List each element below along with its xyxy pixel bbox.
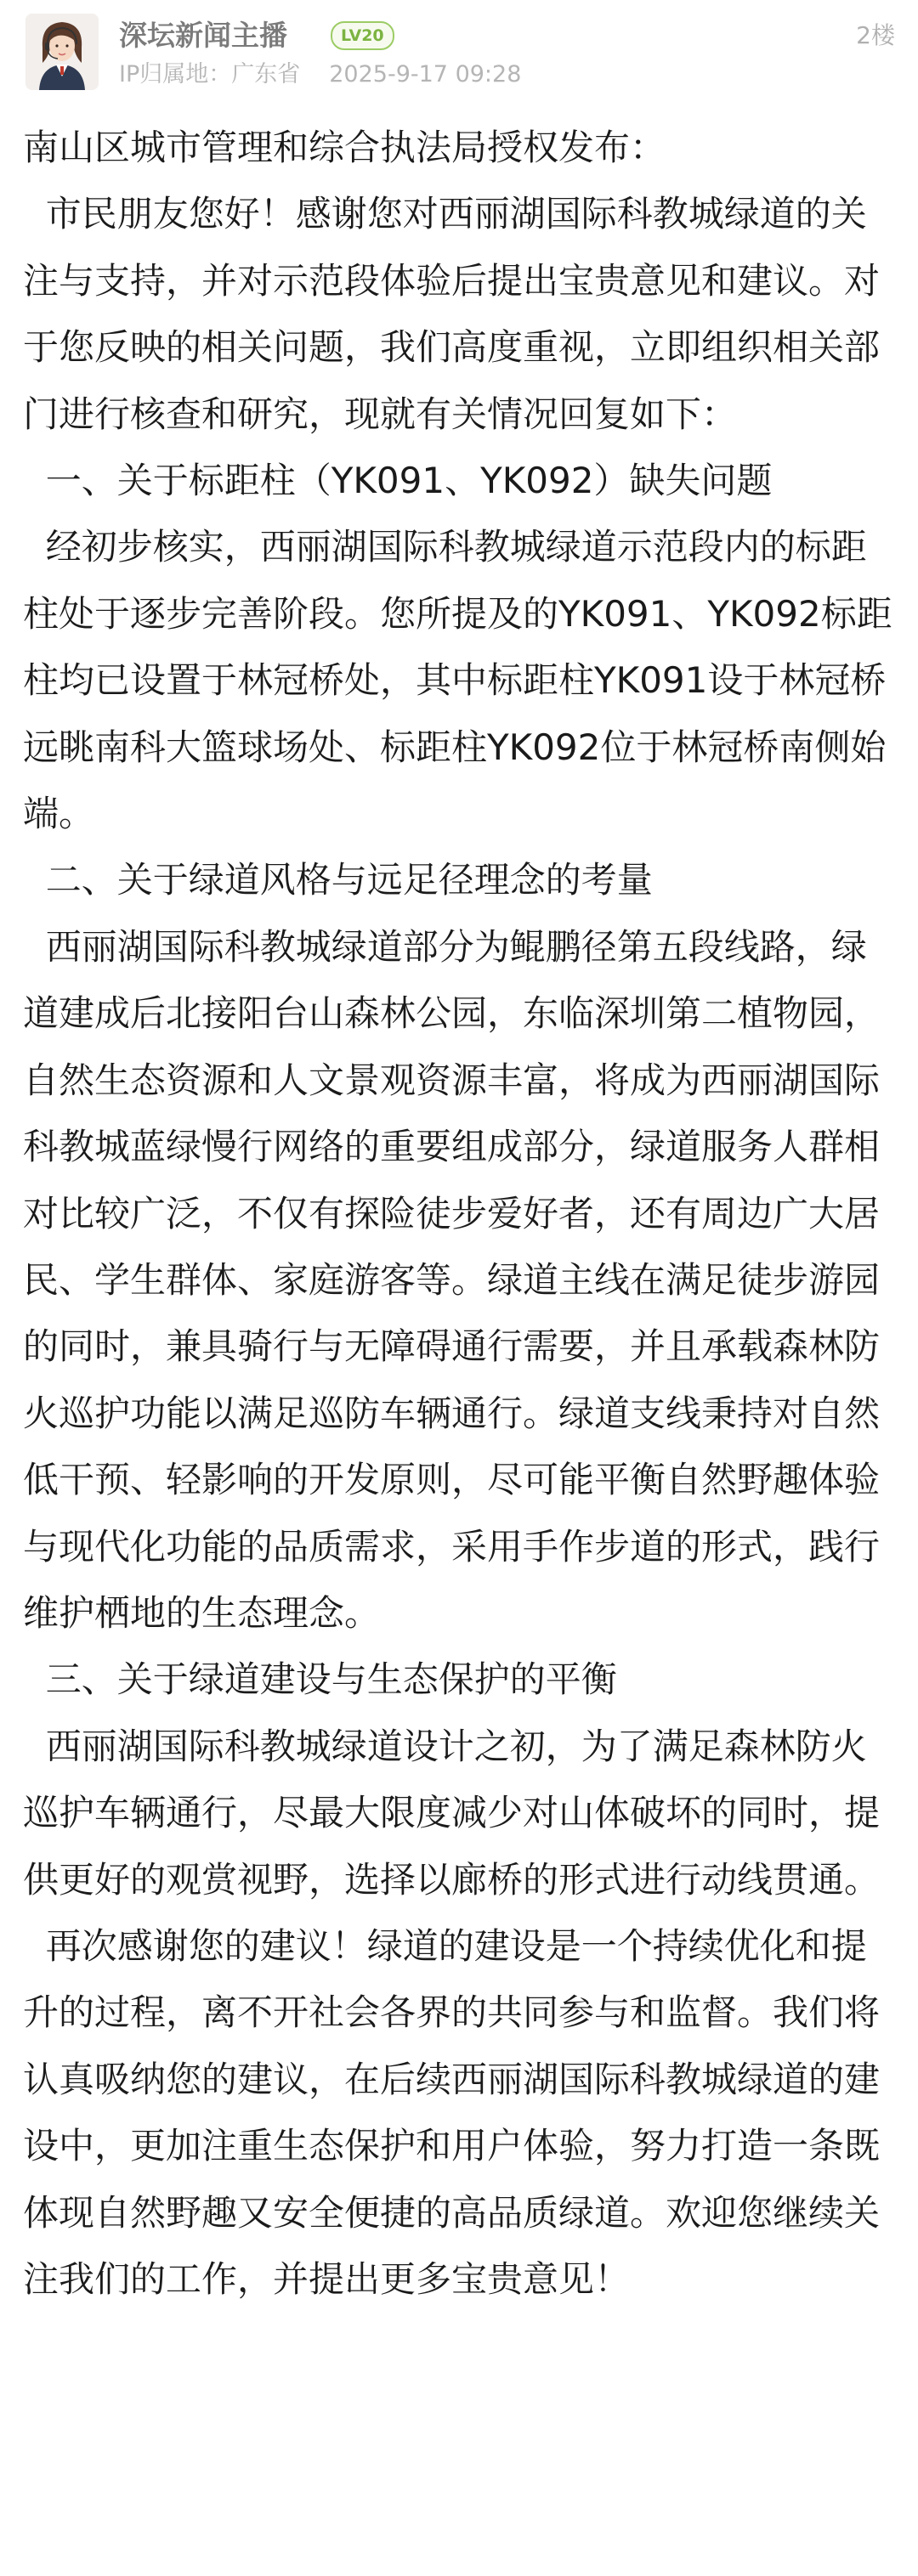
floor-label: 2楼 — [856, 21, 895, 49]
author-name[interactable]: 深坛新闻主播 — [119, 19, 287, 52]
section-body-2: 西丽湖国际科教城绿道部分为鲲鹏径第五段线路，绿道建成后北接阳台山森林公园，东临深圳第二植物园，自然生态资源和人文景观资源丰富，将成为西丽湖国际科教城蓝绿慢行网络的重要组成部分，绿道服务人群相对比较广泛，不仅有探险徒步爱好者，还有周边广大居民、学生群体、家庭游客等。绿道主线在满足徒步游园的同时，兼具骑行与无障碍通行需要，并且承载森林防火巡护功能以满足巡防车辆通行。绿道支线秉持对自然低干预、轻影响的开发原则，尽可能平衡自然野趣体验与现代化功能的品质需求，采用手作步道的形式，践行维护栖地的生态理念。 — [23, 925, 881, 1634]
post-meta — [119, 59, 521, 90]
ip-location: 广东省 — [231, 61, 301, 88]
ip-location-label: IP归属地： — [119, 61, 232, 88]
section-heading-2: 二、关于绿道风格与远足径理念的考量 — [23, 859, 653, 901]
news-anchor-avatar-icon — [26, 14, 99, 90]
post-datetime: 2025-9-17 09:28 — [329, 61, 522, 88]
closing-paragraph: 再次感谢您的建议！绿道的建设是一个持续优化和提升的过程，离不开社会各界的共同参与和监督。我们将认真吸纳您的建议，在后续西丽湖国际科教城绿道的建设中，更加注重生态保护和用户体验，努力打造一条既体现自然野趣又安全便捷的高品质绿道。欢迎您继续关注我们的工作，并提出更多宝贵意见！ — [23, 1924, 881, 2300]
avatar[interactable] — [26, 14, 99, 90]
notice-header: 南山区城市管理和综合执法局授权发布： — [23, 127, 666, 168]
level-badge: LV20 — [331, 21, 394, 50]
section-body-1: 经初步核实，西丽湖国际科教城绿道示范段内的标距柱处于逐步完善阶段。您所提及的YK091、YK092标距柱均已设置于林冠桥处，其中标距柱YK091设于林冠桥远眺南科大篮球场处、标距柱YK092位于林冠桥南侧始端。 — [23, 526, 892, 835]
post-header — [0, 0, 918, 102]
section-body-3: 西丽湖国际科教城绿道设计之初，为了满足森林防火巡护车辆通行，尽最大限度减少对山体破坏的同时，提供更好的观赏视野，选择以廊桥的形式进行动线贯通。 — [23, 1725, 881, 1901]
greeting-paragraph: 市民朋友您好！感谢您对西丽湖国际科教城绿道的关注与支持，并对示范段体验后提出宝贵意见和建议。对于您反映的相关问题，我们高度重视，立即组织相关部门进行核查和研究，现就有关情况回复如下： — [23, 193, 881, 435]
section-heading-1: 一、关于标距柱（YK091、YK092）缺失问题 — [23, 460, 773, 502]
section-heading-3: 三、关于绿道建设与生态保护的平衡 — [23, 1658, 617, 1701]
post-body — [23, 115, 898, 2313]
